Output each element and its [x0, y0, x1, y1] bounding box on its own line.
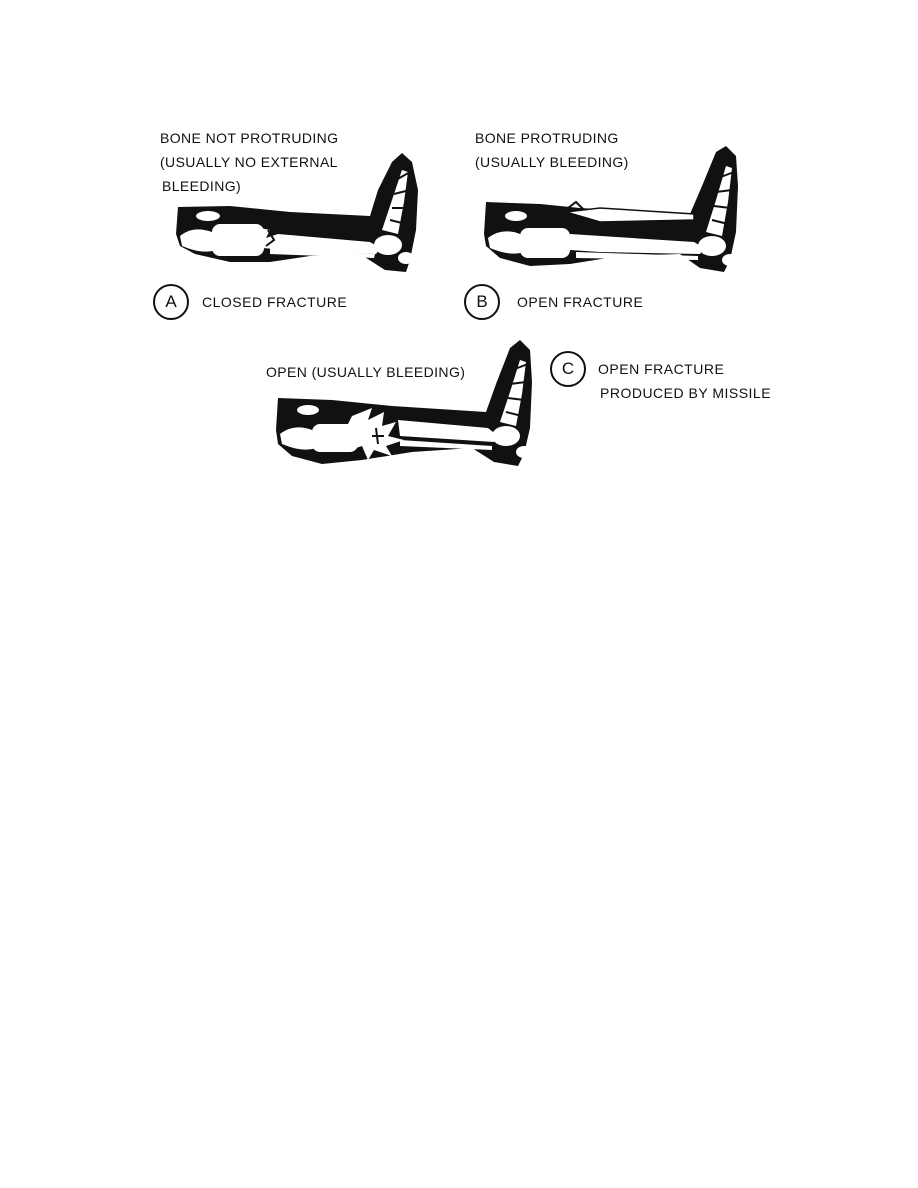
- panel-c-caption: [598, 357, 771, 405]
- panel-b-leg-illustration: [480, 142, 742, 277]
- panel-a-letter-badge: A: [153, 284, 189, 320]
- panel-c-leg-illustration: [272, 336, 534, 474]
- panel-c-description-line-1: OPEN (USUALLY BLEEDING): [266, 364, 466, 380]
- panel-c-caption-line-2: PRODUCED BY MISSILE: [600, 385, 772, 401]
- closed-fracture-leg-drawing: [170, 150, 425, 280]
- panel-b-caption: OPEN FRACTURE: [517, 294, 644, 310]
- panel-a-description-line-3: BLEEDING): [162, 178, 242, 194]
- panel-a-leg-illustration: [170, 150, 425, 280]
- panel-b-description-line-1: BONE PROTRUDING: [475, 130, 619, 146]
- panel-b-letter-badge: B: [464, 284, 500, 320]
- panel-a-description-line-1: BONE NOT PROTRUDING: [160, 130, 339, 146]
- panel-b-description-line-2: (USUALLY BLEEDING): [475, 154, 629, 170]
- missile-fracture-leg-drawing: [272, 336, 534, 474]
- panel-a-description-line-2: (USUALLY NO EXTERNAL: [160, 154, 338, 170]
- panel-a-caption: CLOSED FRACTURE: [202, 294, 348, 310]
- panel-c-caption-line-1: OPEN FRACTURE: [598, 361, 725, 377]
- open-fracture-leg-drawing: [480, 142, 742, 277]
- panel-c-letter-badge: C: [550, 351, 586, 387]
